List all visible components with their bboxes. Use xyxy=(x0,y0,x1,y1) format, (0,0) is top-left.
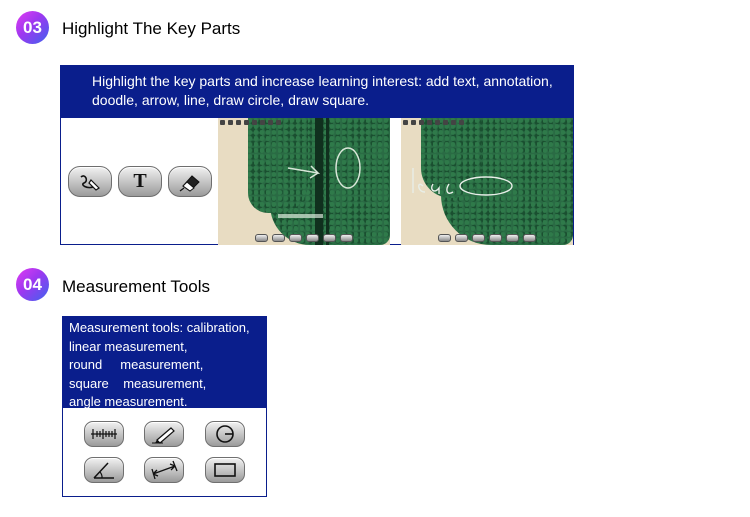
section-number-badge: 04 xyxy=(16,268,49,301)
round-measurement-button[interactable] xyxy=(205,421,245,447)
linear-measure-icon xyxy=(149,460,179,480)
measurement-description-line: angle measurement. xyxy=(69,394,188,409)
linear-measurement-button[interactable] xyxy=(144,421,184,447)
text-button[interactable] xyxy=(118,166,162,197)
measurement-description xyxy=(63,317,266,408)
circle-icon xyxy=(214,423,236,445)
eraser-button[interactable] xyxy=(168,166,212,197)
text-icon: T xyxy=(133,170,147,192)
section-title: Highlight The Key Parts xyxy=(62,19,241,38)
microscope-screenshot-doodle xyxy=(401,118,573,245)
square-measurement-button[interactable] xyxy=(205,457,245,483)
rectangle-icon xyxy=(213,461,237,479)
angle-measurement-button[interactable] xyxy=(84,457,124,483)
highlight-panel-body xyxy=(61,118,573,245)
measurement-description-line: round measurement, xyxy=(69,357,204,372)
eraser-icon xyxy=(175,171,205,193)
doodle-button[interactable] xyxy=(68,166,112,197)
section-number-badge: 03 xyxy=(16,11,49,44)
distance-measurement-button[interactable] xyxy=(144,457,184,483)
calibration-button[interactable] xyxy=(84,421,124,447)
angle-icon xyxy=(91,460,117,480)
section-title: Measurement Tools xyxy=(62,277,211,296)
pencil-icon xyxy=(149,424,179,444)
measurement-description-line: square measurement, xyxy=(69,375,207,391)
measurement-panel xyxy=(62,316,267,497)
highlight-panel xyxy=(60,65,574,245)
microscope-screenshot-annotations xyxy=(218,118,390,245)
measurement-description-line: linear measurement, xyxy=(69,338,188,354)
measurement-description-line: Measurement tools: calibration, xyxy=(69,320,250,335)
highlight-description: Highlight the key parts and increase learning interest: add text, annotation, doodle, arrow, line, draw circle, draw square. xyxy=(61,66,573,118)
ruler-icon xyxy=(89,426,119,442)
doodle-icon xyxy=(75,171,105,193)
